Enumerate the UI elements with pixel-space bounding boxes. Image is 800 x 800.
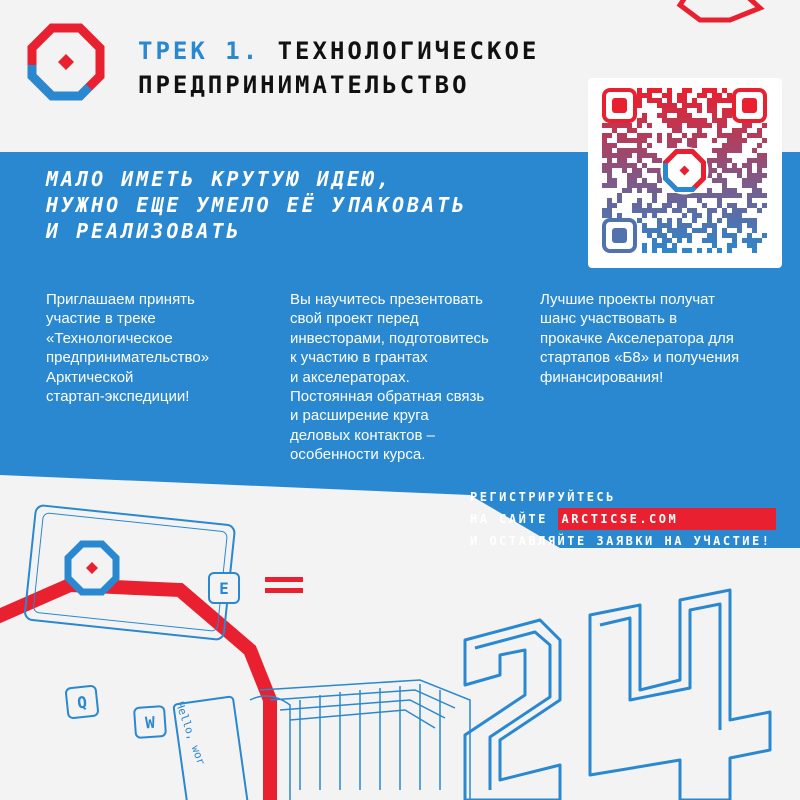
column-line: участие в треке: [46, 310, 156, 328]
column-line: особенности курса.: [290, 446, 426, 464]
track-heading: [138, 34, 578, 102]
registration-cta: [470, 486, 790, 552]
column-line: стартапов «Б8» и получения: [540, 349, 740, 367]
column-line: прокачке Акселератора для: [540, 329, 734, 347]
column-line: шанс участвовать в: [540, 310, 678, 328]
equals-icon: [265, 577, 303, 593]
tablet-outline: [24, 505, 235, 640]
cta-line-prefix: НА САЙТЕ: [470, 512, 548, 526]
slogan: [46, 166, 526, 244]
column-line: Приглашаем принять: [46, 291, 195, 308]
column-line: и расширение круга: [290, 407, 429, 425]
key-q: Q: [64, 684, 99, 719]
hello-world-text: Hello, wor: [172, 700, 208, 767]
track-title-line2: ПРЕДПРИНИМАТЕЛЬСТВО: [138, 71, 470, 99]
track-prefix: ТРЕК 1.: [138, 37, 261, 65]
column-line: Лучшие проекты получат: [540, 291, 716, 308]
qr-code-icon[interactable]: [588, 78, 782, 268]
column-line: Арктической: [46, 368, 134, 386]
qr-code-card[interactable]: [588, 78, 782, 268]
slogan-line: НУЖНО ЕЩЕ УМЕЛО ЕЁ УПАКОВАТЬ: [46, 193, 468, 217]
column-line: Вы научитесь презентовать: [290, 291, 483, 308]
column-line: Постоянная обратная связь: [290, 388, 485, 406]
column-line: деловых контактов –: [290, 426, 435, 444]
learning-column: [290, 290, 525, 465]
column-line: финансирования!: [540, 368, 664, 386]
key-w: W: [133, 705, 167, 739]
logo-octagon-icon: [32, 28, 100, 96]
paper-stack: [250, 680, 470, 800]
small-logo-octagon-icon: [68, 544, 116, 592]
invitation-column: [46, 290, 246, 406]
key-e: E: [208, 572, 240, 604]
track-title-line1: ТЕХНОЛОГИЧЕСКОЕ: [277, 37, 540, 65]
slogan-line: МАЛО ИМЕТЬ КРУТУЮ ИДЕЮ,: [46, 167, 392, 191]
slogan-line: И РЕАЛИЗОВАТЬ: [46, 219, 242, 243]
accelerator-column: [540, 290, 765, 387]
column-line: к участию в грантах: [290, 349, 428, 367]
big-number-24: [465, 590, 770, 800]
column-line: «Технологическое: [46, 329, 173, 347]
site-link[interactable]: ARCTICSE.COM: [558, 508, 776, 530]
column-line: инвесторами, подготовитесь: [290, 329, 489, 347]
column-line: свой проект перед: [290, 310, 419, 328]
top-right-octagon: [680, 0, 760, 20]
column-line: предпринимательство»: [46, 349, 210, 367]
cta-line: И ОСТАВЛЯЙТЕ ЗАЯВКИ НА УЧАСТИЕ!: [470, 534, 772, 548]
column-line: и акселераторах.: [290, 368, 410, 386]
column-line: стартап-экспедиции!: [46, 388, 190, 406]
cta-line: РЕГИСТРИРУЙТЕСЬ: [470, 490, 616, 504]
